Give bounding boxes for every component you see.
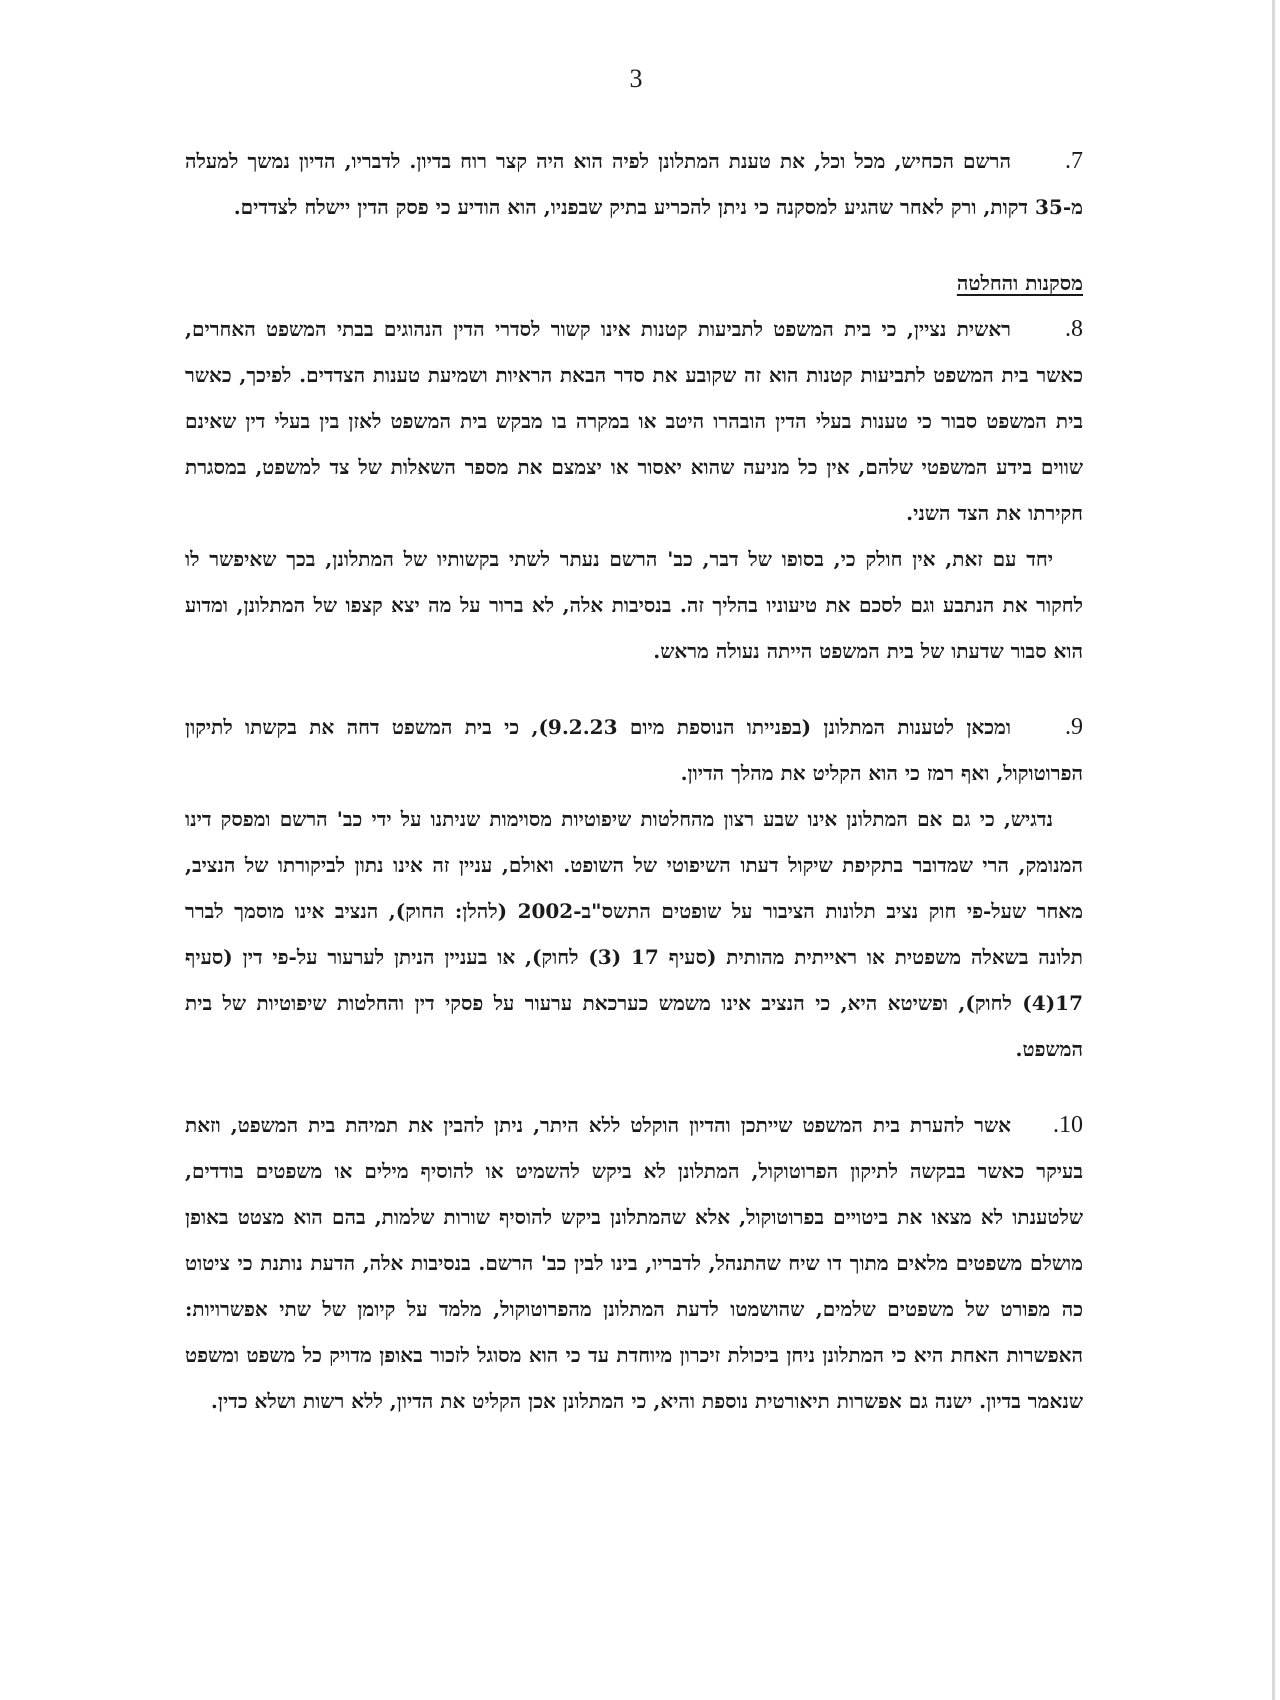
section-9-paragraph-1	[185, 704, 1083, 796]
section-7-text: הרשם הכחיש, מכל וכל, את טענת המתלונן לפיה הוא היה קצר רוח בדיון. לדבריו, הדיון נמשך למעלה מ-35 דקות, ורק לאחר שהגיע למסקנה כי ניתן להכריע בתיק שבפניו, הוא הודיע כי פסק הדין יישלח לצדדים.	[185, 149, 1083, 219]
section-8-number: 8.	[1065, 316, 1083, 342]
section-7-number: 7.	[1065, 148, 1083, 174]
document-body	[185, 138, 1083, 1424]
section-10-paragraph-1	[185, 1102, 1083, 1424]
section-heading: מסקנות והחלטה	[956, 271, 1083, 295]
section-8-text-1: ראשית נציין, כי בית המשפט לתביעות קטנות אינו קשור לסדרי הדין הנהוגים בבתי המשפט האחרים, כאשר בית המשפט לתביעות קטנות הוא זה שקובע את סדר הבאת הראיות ושמיעת טענות הצדדים. לפיכך, כאשר בית המשפט סבור כי טענות בעלי הדין הובהרו היטב או במקרה בו מבקש בית המשפט לאזן בין בעלי דין שאינם שווים בידע המשפטי שלהם, אין כל מניעה שהוא יאסור או יצמצם את מספר השאלות של צד למשפט, במסגרת חקירתו את הצד השני.	[185, 317, 1083, 525]
section-10-text-1: אשר להערת בית המשפט שייתכן והדיון הוקלט ללא היתר, ניתן להבין את תמיהת בית המשפט, וזאת בעיקר כאשר בבקשה לתיקון הפרוטוקול, המתלונן לא ביקש להשמיט או להוסיף מילים או משפטים בודדים, שלטענתו לא מצאו את ביטויים בפרוטוקול, אלא שהמתלונן ביקש להוסיף שורות שלמות, בהם הוא מצטט באופן מושלם משפטים מלאים מתוך דו שיח שהתנהל, לדבריו, בינו לבין כב' הרשם. בנסיבות אלה, הדעת נותנת כי ציטוט כה מפורט של משפטים שלמים, שהושמטו לדעת המתלונן מהפרוטוקול, מלמד על קיומן של שתי אפשרויות: האפשרות האחת היא כי המתלונן ניחן ביכולת זיכרון מיוחדת עד כי הוא מסוגל לזכור באופן מדויק כל משפט ומשפט שנאמר בדיון. ישנה גם אפשרות תיאורטית נוספת והיא, כי המתלונן אכן הקליט את הדיון, ללא רשות ושלא כדין.	[185, 1113, 1083, 1413]
section-9-text-1: ומכאן לטענות המתלונן (בפנייתו הנוספת מיום 9.2.23), כי בית המשפט דחה את בקשתו לתיקון הפרוטוקול, ואף רמז כי הוא הקליט את מהלך הדיון.	[185, 715, 1083, 785]
section-8-paragraph-2: יחד עם זאת, אין חולק כי, בסופו של דבר, כב' הרשם נעתר לשתי בקשותיו של המתלונן, בכך שאיפשר לו לחקור את הנתבע וגם לסכם את טיעוניו בהליך זה. בנסיבות אלה, לא ברור על מה יצא קצפו של המתלונן, ומדוע הוא סבור שדעתו של בית המשפט הייתה נעולה מראש.	[185, 547, 1083, 663]
section-10-number: 10.	[1053, 1112, 1083, 1138]
section-8-paragraph-1	[185, 306, 1083, 536]
section-9-paragraph-2: נדגיש, כי גם אם המתלונן אינו שבע רצון מהחלטות שיפוטיות מסוימות שניתנו על ידי כב' הרשם ומפסק דינו המנומק, הרי שמדובר בתקיפת שיקול דעתו השיפוטי של השופט. ואולם, עניין זה אינו נתון לביקורתו של הנציב, מאחר שעל-פי חוק נציב תלונות הציבור על שופטים התשס"ב-2002 (להלן: החוק), הנציב אינו מוסמך לברר תלונה בשאלה משפטית או ראייתית מהותית (סעיף 17 (3) לחוק), או בעניין הניתן לערעור על-פי דין (סעיף 17(4) לחוק), ופשיטא היא, כי הנציב אינו משמש כערכאת ערעור על פסקי דין והחלטות שיפוטיות של בית המשפט.	[185, 807, 1083, 1061]
section-9-number: 9.	[1065, 714, 1083, 740]
page-number: 3	[629, 64, 643, 93]
section-7-paragraph	[185, 138, 1083, 230]
